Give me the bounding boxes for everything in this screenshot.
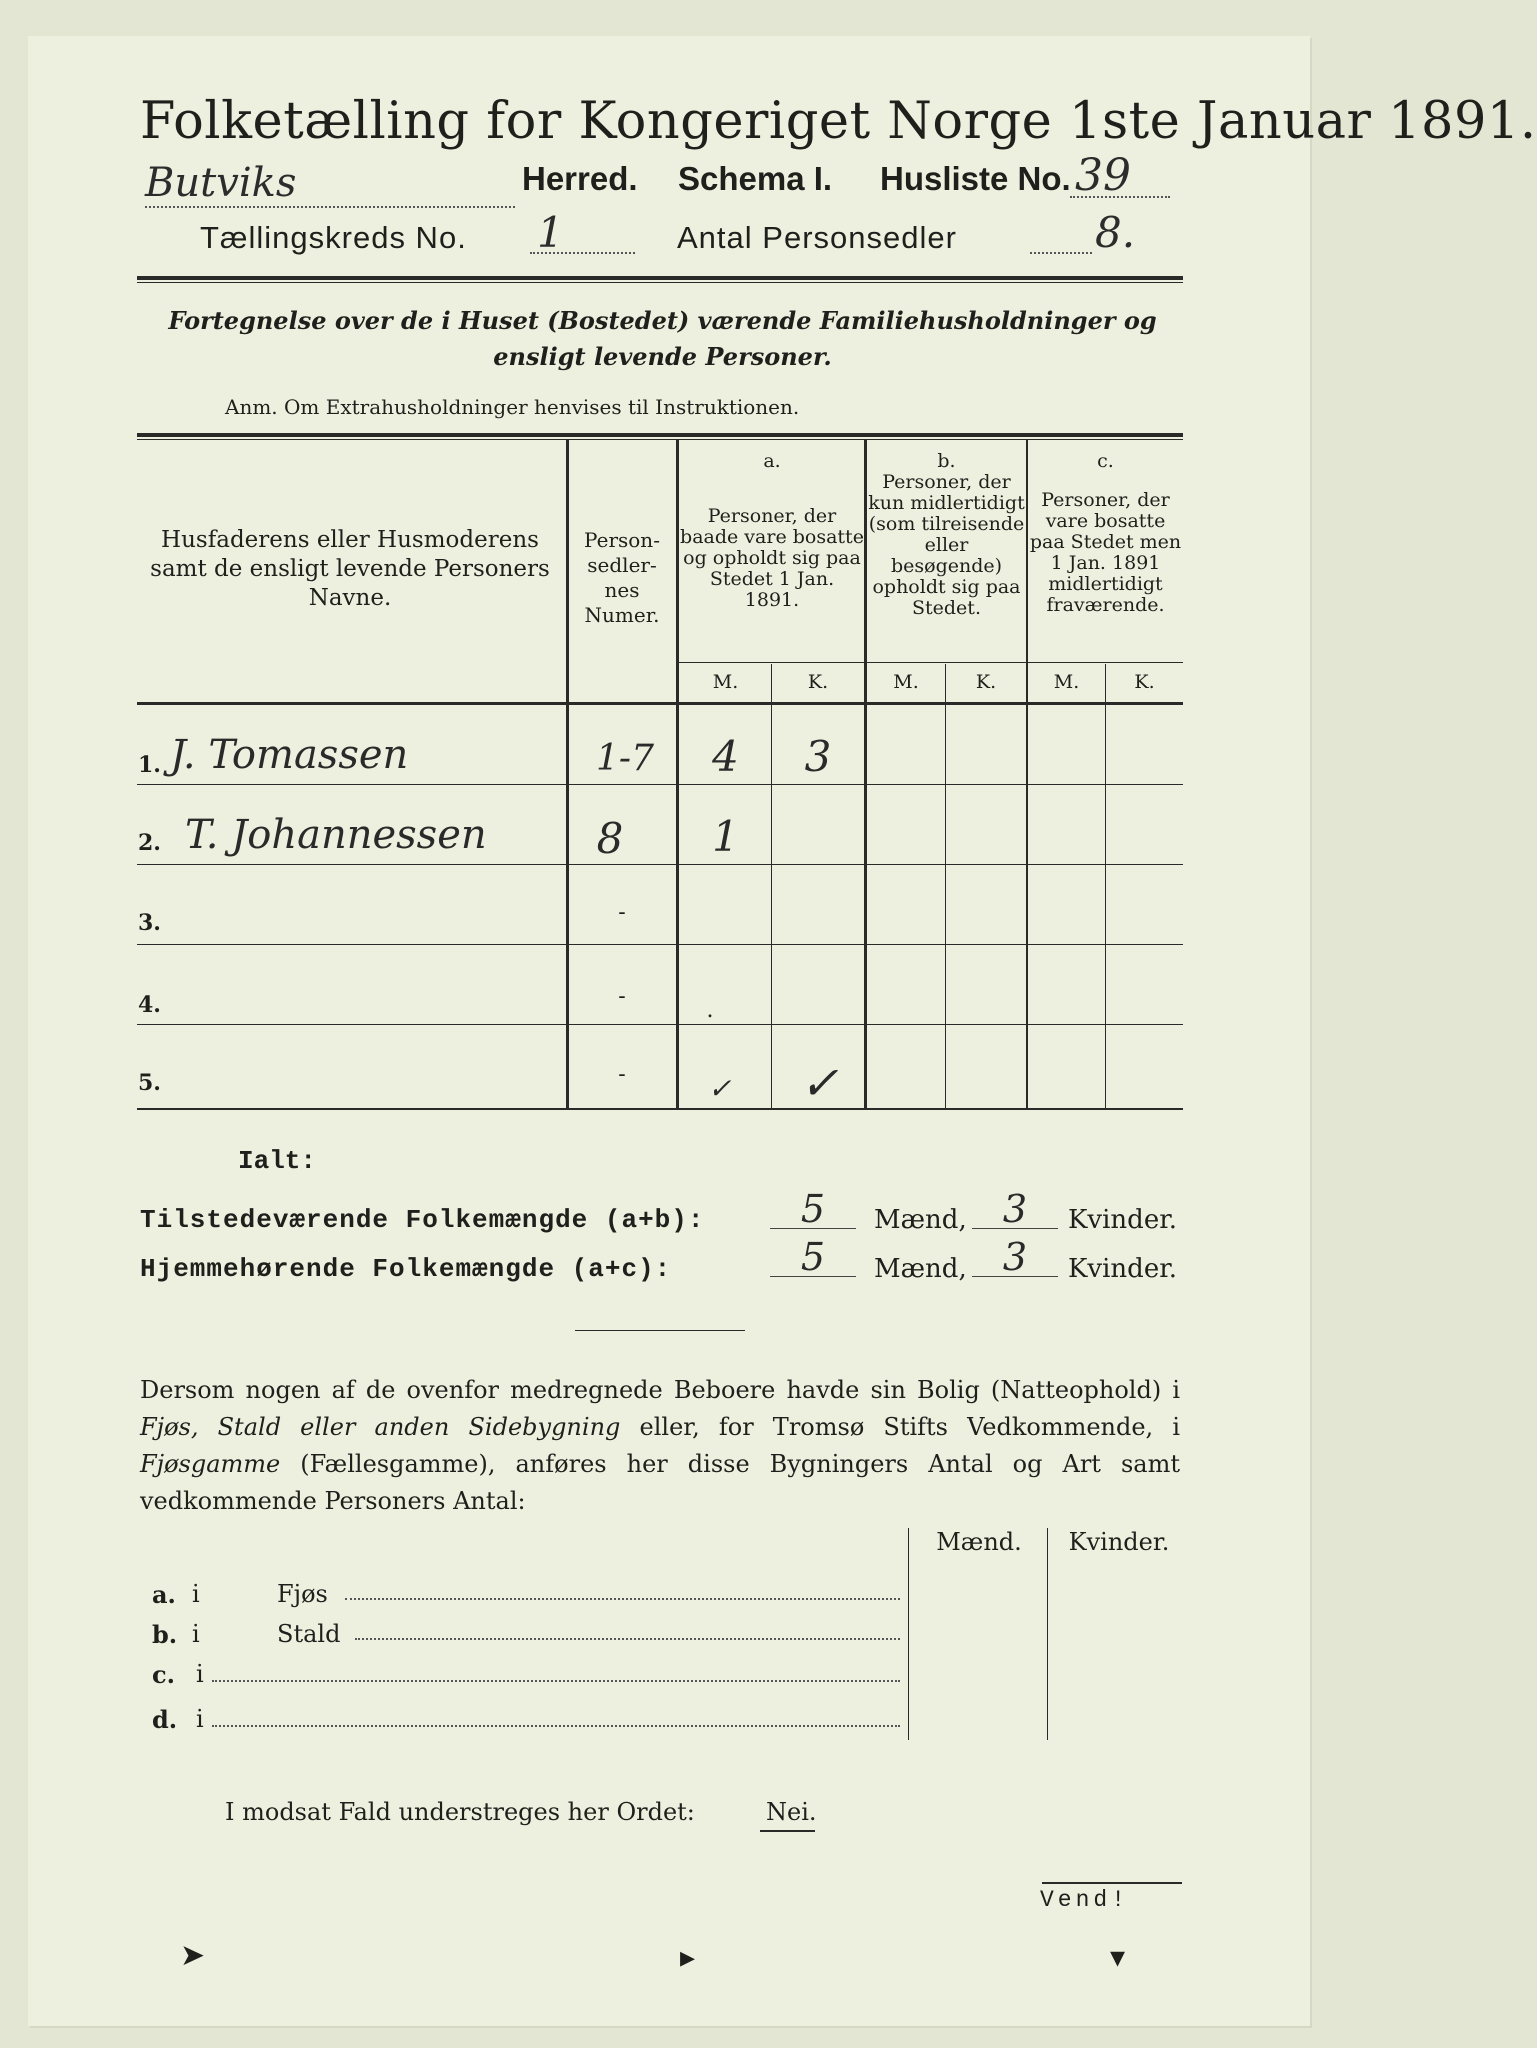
mk-header-line	[679, 662, 1183, 663]
bolig-item-i: i	[192, 1620, 200, 1648]
row-line-2	[137, 864, 1183, 865]
bolig-item-dots	[212, 1725, 900, 1727]
husliste-value: 39	[1075, 150, 1131, 201]
anm-note: Anm. Om Extrahusholdninger henvises til Instruktionen.	[225, 395, 800, 419]
col-header-a-text: Personer, der baade vare bosatte og opholdt sig paa Stedet 1 Jan. 1891.	[680, 505, 864, 611]
herred-line	[145, 160, 515, 208]
tilstede-maend: Mænd,	[874, 1205, 967, 1235]
b-k-label: K.	[975, 671, 997, 693]
modsat-word: Nei.	[766, 1798, 817, 1826]
antal-label: Antal Personsedler	[677, 220, 957, 255]
c-m-label: M.	[1053, 671, 1080, 693]
hjemme-k: 3	[972, 1238, 1058, 1277]
b-m-label: M.	[893, 671, 919, 693]
modsat-label: I modsat Fald understreges her Ordet:	[225, 1798, 695, 1826]
row-a-k: ✓	[800, 1056, 839, 1110]
schema-label: Schema I.	[678, 160, 833, 197]
binding-mark-icon: ▸	[680, 1940, 696, 1975]
bolig-text-3: (Fællesgamme), anføres her disse Bygningers Antal og Art samt vedkommende Personers Antal:	[140, 1450, 1180, 1515]
bolig-item-label: Fjøs	[277, 1580, 328, 1608]
bolig-item-letter: b.	[152, 1620, 178, 1649]
bolig-item-letter: a.	[152, 1580, 176, 1609]
row-a-k: 3	[804, 732, 832, 781]
bolig-item-letter: d.	[152, 1705, 178, 1734]
kreds-value: 1	[537, 208, 564, 257]
bolig-item-dots	[212, 1680, 900, 1682]
kreds-label: Tællingskreds No.	[200, 220, 467, 255]
col-header-names: Husfaderens eller Husmoderens samt de ensligt levende Personers Navne.	[150, 527, 550, 611]
binding-mark-icon: ➤	[180, 1938, 206, 1973]
vend-rule	[1042, 1882, 1182, 1884]
row-number: 3.	[138, 910, 161, 936]
row-number: 5.	[138, 1070, 161, 1096]
bolig-maend-header: Mænd.	[936, 1528, 1022, 1556]
table-bottom-rule	[137, 1108, 1183, 1110]
herred-label: Herred.	[522, 160, 638, 197]
row-a-m: 1	[712, 812, 739, 861]
bolig-text-1: Dersom nogen af de ovenfor medregnede Beboere havde sin Bolig (Natteophold) i	[140, 1376, 1180, 1404]
subcol-c-divider	[1105, 664, 1106, 1108]
husliste-label: Husliste No.	[880, 160, 1071, 197]
vend-label: Vend!	[1040, 1887, 1130, 1913]
bolig-item-dots	[355, 1638, 900, 1640]
antal-value: 8.	[1095, 208, 1136, 257]
row-numer: -	[618, 900, 626, 925]
row-line-1	[137, 784, 1183, 785]
binding-mark-icon: ▾	[1110, 1940, 1126, 1975]
a-m-label: M.	[712, 671, 739, 693]
bolig-item-i: i	[196, 1705, 204, 1733]
row-line-4	[137, 1024, 1183, 1025]
antal-dots	[1030, 252, 1092, 254]
col-header-b-text: Personer, der kun midlertidigt (som tilreisende eller besøgende) opholdt sig paa Stedet.	[868, 471, 1025, 619]
row-a-m: ✓	[708, 1072, 732, 1105]
bolig-item-letter: c.	[152, 1660, 175, 1689]
hjemme-m: 5	[770, 1238, 856, 1277]
bolig-item-i: i	[196, 1660, 204, 1688]
row-numer: -	[618, 1062, 626, 1087]
col-header-a-letter: a.	[763, 450, 781, 472]
ialt-label: Ialt:	[238, 1146, 317, 1176]
col-header-b-letter: b.	[937, 450, 956, 472]
row-line-3	[137, 944, 1183, 945]
tilstede-label: Tilstedeværende Folkemængde (a+b):	[140, 1205, 705, 1235]
bolig-text-2: eller, for Tromsø Stifts Vedkommende, i	[620, 1413, 1180, 1441]
row-number: 2.	[138, 830, 161, 856]
header-rule	[137, 276, 1183, 280]
row-number: 4.	[138, 992, 161, 1018]
a-k-label: K.	[807, 671, 829, 693]
col-header-c-letter: c.	[1097, 450, 1114, 472]
bolig-col-divider-2	[1047, 1528, 1048, 1740]
bolig-col-divider-1	[908, 1528, 909, 1740]
row-name: J. Tomassen	[170, 732, 409, 778]
husliste-dots	[1070, 196, 1170, 198]
section-divider	[575, 1330, 745, 1331]
row-numer: 1-7	[596, 738, 654, 779]
bolig-item-dots	[345, 1598, 900, 1600]
bolig-text-italic-2: Fjøsgamme	[140, 1450, 281, 1478]
col-header-c-text: Personer, der vare bosatte paa Stedet men 1 Jan. 1891 midlertidigt fraværende.	[1029, 489, 1182, 616]
c-k-label: K.	[1134, 671, 1155, 693]
form-title: Folketælling for Kongeriget Norge 1ste Januar 1891.	[140, 92, 1537, 151]
row-a-m: 4	[712, 732, 739, 781]
row-name: T. Johannessen	[185, 812, 487, 858]
intro-text: Fortegnelse over de i Huset (Bostedet) værende Familiehusholdninger og ensligt levende Personer.	[168, 306, 1157, 371]
kreds-dots	[530, 252, 635, 254]
bolig-item-label: Stald	[277, 1620, 341, 1648]
subcol-a-divider	[771, 664, 772, 1108]
row-numer: -	[618, 984, 626, 1009]
col-header-numer: Person-sedler-nes Numer.	[584, 528, 660, 627]
col-divider-names	[566, 439, 569, 1108]
modsat-underline	[760, 1830, 815, 1832]
header-rule-thin	[137, 282, 1183, 283]
row-numer: 8	[596, 814, 624, 863]
bolig-text-italic-1: Fjøs, Stald eller anden Sidebygning	[140, 1413, 621, 1441]
table-top-rule	[137, 433, 1183, 437]
hjemme-maend: Mænd,	[874, 1254, 967, 1284]
row-number: 1.	[138, 752, 161, 778]
herred-value: Butviks	[145, 160, 515, 208]
subcol-b-divider	[945, 664, 946, 1108]
hjemme-kvinder: Kvinder.	[1068, 1254, 1178, 1284]
tilstede-kvinder: Kvinder.	[1068, 1205, 1178, 1235]
hjemme-label: Hjemmehørende Folkemængde (a+c):	[140, 1254, 672, 1284]
tilstede-k: 3	[972, 1190, 1058, 1229]
bolig-paragraph	[140, 1372, 1180, 1520]
col-divider-numer	[676, 439, 679, 1108]
bolig-kvinder-header: Kvinder.	[1068, 1528, 1170, 1556]
row-a-m: .	[706, 998, 714, 1023]
bolig-item-i: i	[192, 1580, 200, 1608]
tilstede-m: 5	[770, 1190, 856, 1229]
